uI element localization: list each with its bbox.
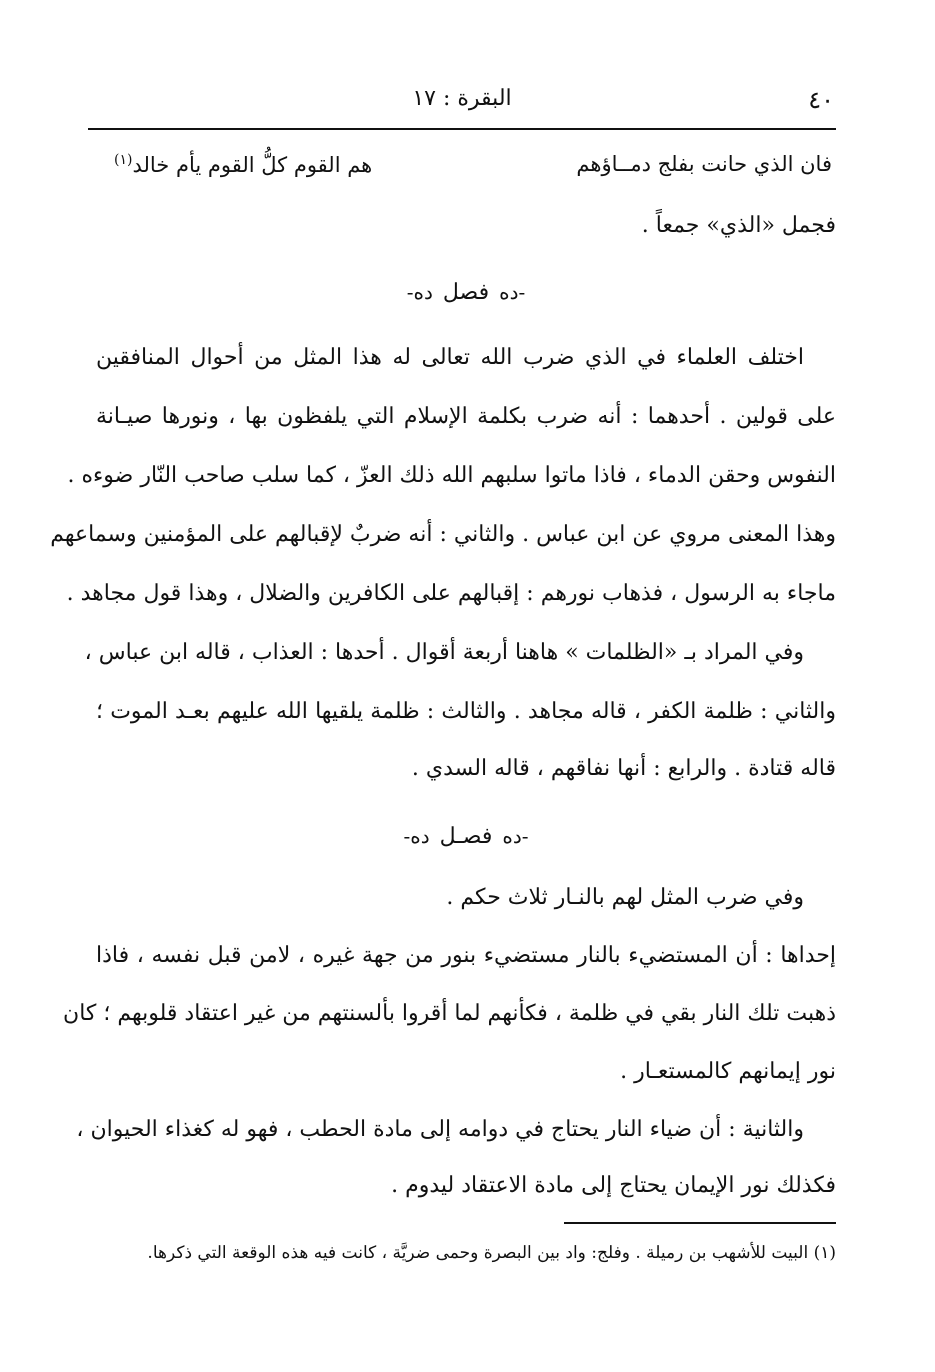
page-number: ٤٠ (808, 86, 834, 114)
footnote-marker: (١) (114, 152, 133, 168)
footnote: (١) البيت للأشهب بن رميلة . وفلج: واد بين البصرة وحمى ضريَّة ، كانت فيه هذه الوقعة التي ذكرها. (147, 1243, 836, 1263)
ornament-left: ده- (406, 280, 433, 304)
body-line: والثانية : أن ضياء النار يحتاج في دوامه إلى مادة الحطب ، فهو له كغذاء الحيوان ، (76, 1117, 804, 1142)
body-line: إحداها : أن المستضيء بالنار مستضيء بنور من جهة غيره ، لامن قبل نفسه ، فاذا (96, 943, 837, 968)
body-line: فكذلك نور الإيمان يحتاج إلى مادة الاعتقاد ليدوم . (391, 1173, 836, 1198)
ornament-left: ده- (403, 824, 430, 848)
body-line: على قولين . أحدهما : أنه ضرب بكلمة الإسلام التي يلفظون بها ، ونورها صيـانة (96, 404, 836, 429)
body-line: والثاني : ظلمة الكفر ، قاله مجاهد . والثالث : ظلمة يلقيها الله عليهم بعـد الموت ؛ (96, 699, 836, 724)
verse-left-text: هم القوم كلُّ القوم يأم خالد (132, 153, 373, 177)
body-line: وفي ضرب المثل لهم بالنـار ثلاث حكم . (446, 885, 804, 910)
section-heading-text: فصل (442, 280, 490, 305)
body-line: وفي المراد بـ «الظلمات » هاهنا أربعة أقوال . أحدها : العذاب ، قاله ابن عباس ، (84, 640, 804, 665)
body-line: قاله قتادة . والرابع : أنها نفاقهم ، قاله السدي . (411, 756, 836, 781)
poetry-verse (110, 148, 832, 188)
body-line: النفوس وحقن الدماء ، فاذا ماتوا سلبهم الله ذلك العزّ ، كما سلب صاحب النّار ضوءه . (67, 463, 836, 488)
body-line: فجمل «الذي» جمعاً . (641, 213, 836, 238)
body-line: ذهبت تلك النار بقي في ظلمة ، فكأنهم لما أقروا بألسنتهم من غير اعتقاد قلوبهم ؛ كان (63, 1001, 836, 1026)
header-rule (88, 128, 836, 130)
verse-right-hemistich: فان الذي حانت بفلج دمــاؤهم (576, 152, 832, 176)
running-header (88, 84, 836, 120)
section-heading (96, 270, 836, 314)
body-line: ماجاء به الرسول ، فذهاب نورهم : إقبالهم على الكافرين والضلال ، وهذا قول مجاهد . (66, 581, 836, 606)
section-heading-text: فصـل (439, 824, 493, 849)
section-heading (96, 814, 836, 858)
ornament-right: -ده (499, 280, 526, 304)
running-title: البقرة : ١٧ (412, 86, 512, 111)
footnote-rule (564, 1222, 836, 1224)
body-line: نور إيمانهم كالمستعـار . (620, 1059, 836, 1084)
body-line: اختلف العلماء في الذي ضرب الله تعالى له هذا المثل من أحوال المنافقين (96, 345, 804, 370)
body-line: وهذا المعنى مروي عن ابن عباس . والثاني : أنه ضربٌ لإقبالهم على المؤمنين وسماعهم (50, 522, 836, 547)
ornament-right: -ده (502, 824, 529, 848)
verse-left-hemistich (110, 152, 372, 177)
